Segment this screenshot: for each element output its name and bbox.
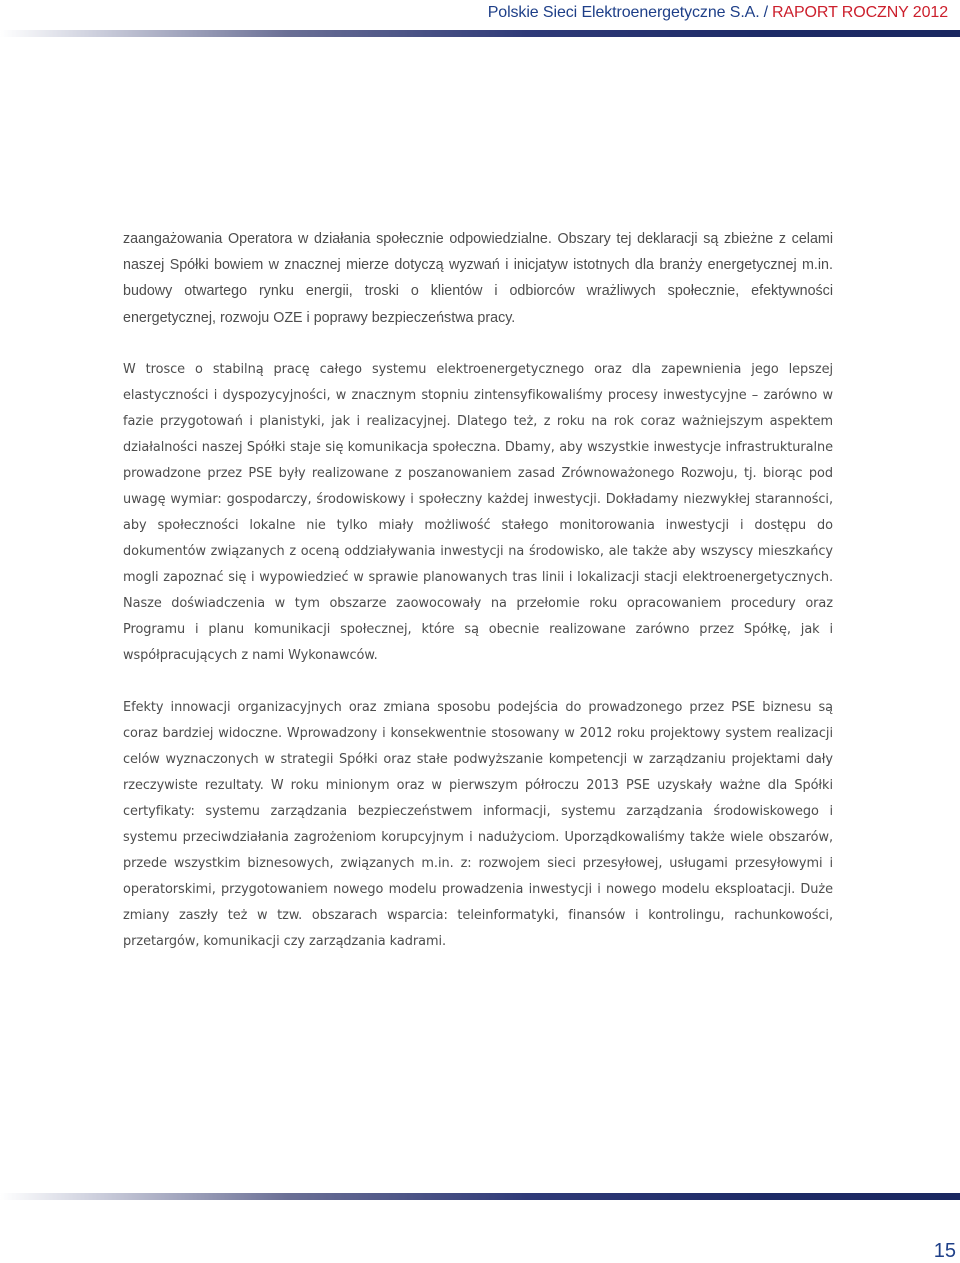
page-body <box>123 226 833 955</box>
page-number: 15 <box>933 1240 956 1262</box>
body-paragraph-3: Efekty innowacji organizacyjnych oraz zmiana sposobu podejścia do prowadzonego przez PSE biznesu są coraz bardziej widoczne. Wprowadzony i konsekwentnie stosowany w 2012 roku projektowy system realizacji celów wyznaczonych w strategii Spółki oraz stałe podwyższanie kompetencji w zarządzaniu projektami dały rzeczywiste rezultaty. W roku minionym oraz w pierwszym półroczu 2013 PSE uzyskały ważne dla Spółki certyfikaty: systemu zarządzania bezpieczeństwem informacji, systemu zarządzania środowiskowego i systemu przeciwdziałania zagrożeniom korupcyjnym i nadużyciom. Uporządkowaliśmy także wiele obszarów, przede wszystkim biznesowych, związanych m.in. z: rozwojem sieci przesyłowej, usługami przesyłowymi i operatorskimi, przygotowaniem nowego modelu prowadzenia inwestycji i nowego modelu eksploatacji. Duże zmiany zaszły też w tzw. obszarach wsparcia: teleinformatyki, finansów i kontrolingu, rachunkowości, przetargów, komunikacji czy zarządzania kadrami. <box>123 699 833 949</box>
body-paragraph-2: W trosce o stabilną pracę całego systemu elektroenergetycznego oraz dla zapewnienia jego lepszej elastyczności i dyspozycyjności, w znacznym stopniu zintensyfikowaliśmy procesy inwestycyjne – zarówno w fazie przygotowań i planistyki, jak i realizacyjnej. Dlatego też, z roku na rok coraz ważniejszym aspektem działalności naszej Spółki staje się komunikacja społeczna. Dbamy, aby wszystkie inwestycje infrastrukturalne prowadzone przez PSE były realizowane z poszanowaniem zasad Zrównoważonego Rozwoju, tj. biorąc pod uwagę wymiar: gospodarczy, środowiskowy i społeczny każdej inwestycji. Dokładamy niezwykłej staranności, aby społeczności lokalne nie tylko miały możliwość stałego monitorowania inwestycji i dostępu do dokumentów związanych z oceną oddziaływania inwestycji na środowisko, ale także aby wszyscy mieszkańcy mogli zapoznać się i wypowiedzieć w sprawie planowanych tras linii i lokalizacji stacji elektroenergetycznych. Nasze doświadczenia w tym obszarze zaowocowały na przełomie roku opracowaniem procedury oraz Programu i planu komunikacji społecznej, które są obecnie realizowane zarówno przez Spółkę, jak i współpracujących z nami Wykonawców. <box>123 361 833 663</box>
top-divider-stripe <box>0 30 960 37</box>
report-title <box>488 4 948 22</box>
title-separator: / <box>763 4 768 21</box>
body-paragraph-1: zaangażowania Operatora w działania społecznie odpowiedzialne. Obszary tej deklaracji są zbieżne z celami naszej Spółki bowiem w znacznej mierze dotyczą wyzwań i inicjatyw istotnych dla branży energetycznej m.in. budowy otwartego rynku energii, troski o klientów i odbiorców wrażliwych społecznie, efektywności energetycznej, rozwoju OZE i poprawy bezpieczeństwa pracy. <box>123 231 833 326</box>
bottom-divider-stripe <box>0 1193 960 1200</box>
report-name: RAPORT ROCZNY 2012 <box>771 4 948 21</box>
company-name: Polskie Sieci Elektroenergetyczne S.A. <box>487 4 760 21</box>
